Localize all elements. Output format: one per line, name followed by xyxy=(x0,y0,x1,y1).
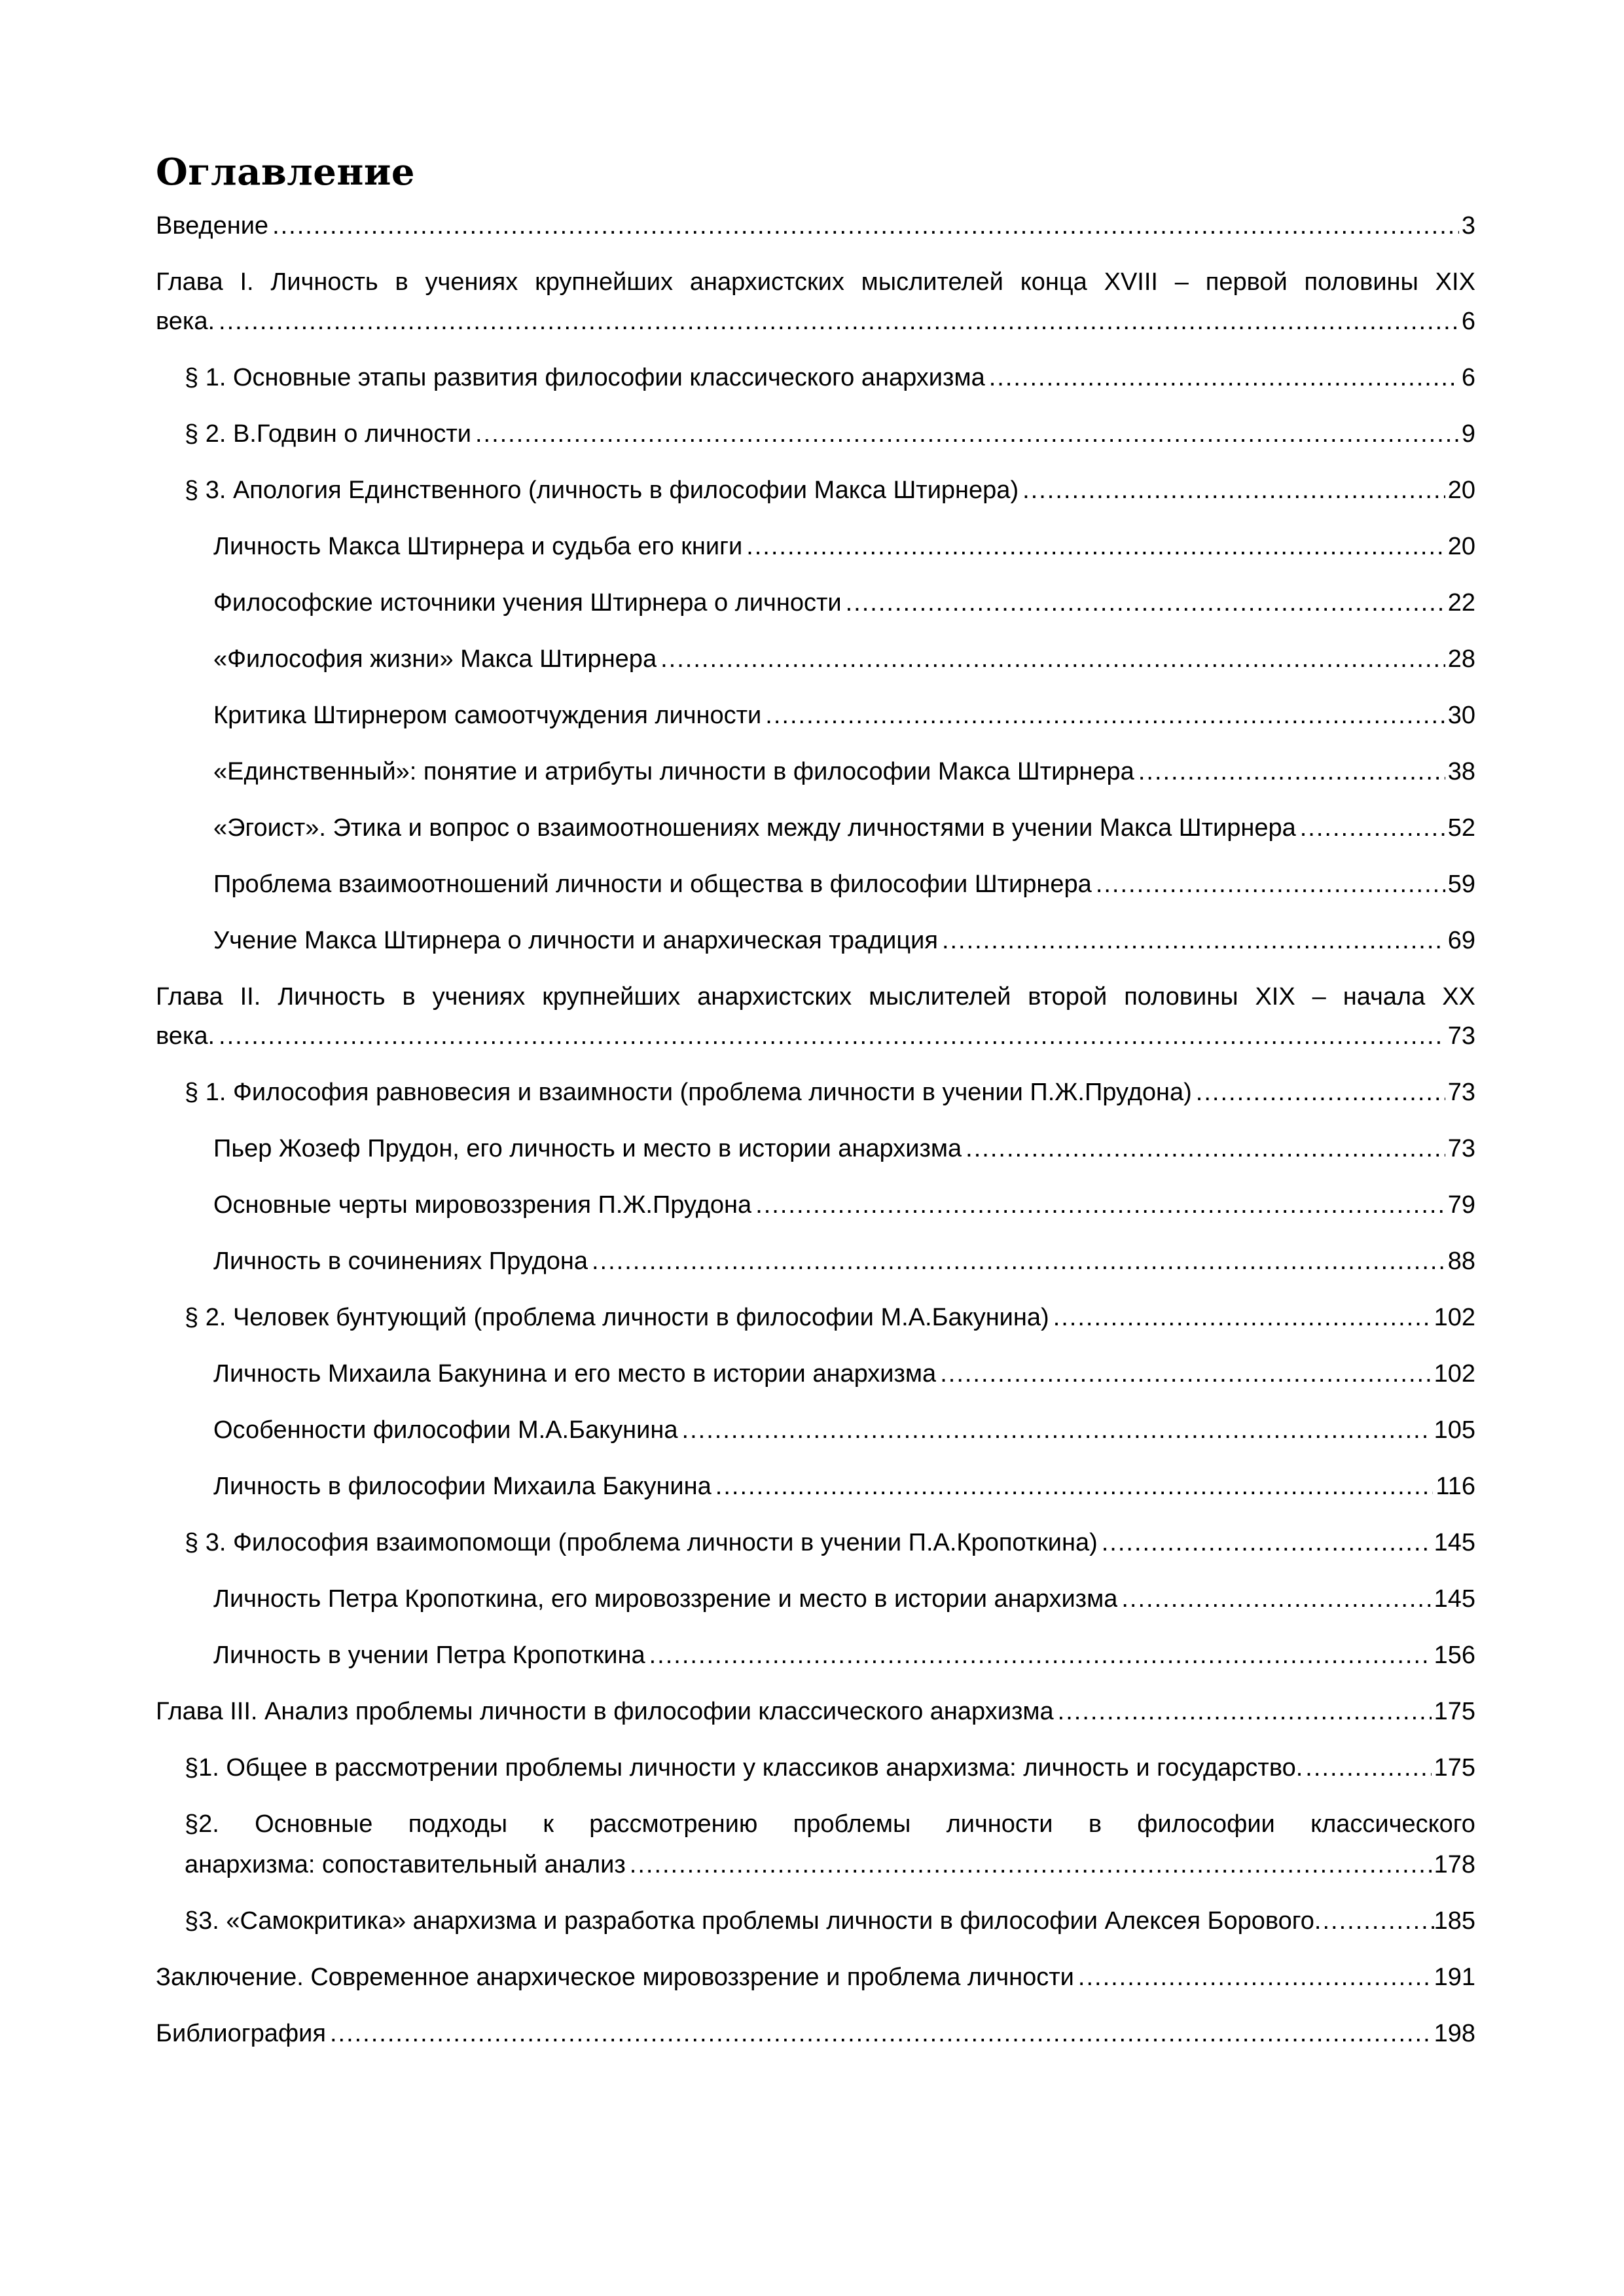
dot-leader xyxy=(475,419,1459,449)
toc-entry-text: Личность в сочинениях Прудона xyxy=(213,1247,588,1275)
toc-entry-text: Проблема взаимоотношений личности и общества в философии Штирнера xyxy=(213,870,1092,898)
dot-leader xyxy=(1102,1528,1432,1558)
toc-entry-page: 88 xyxy=(1447,1247,1475,1275)
toc-entry-2-3[interactable] xyxy=(185,1528,1475,1558)
dot-leader xyxy=(649,1640,1432,1670)
toc-entry-page: 9 xyxy=(1461,420,1475,448)
toc-entry-text: анархизма: сопоставительный анализ xyxy=(185,1851,626,1878)
dot-leader xyxy=(846,588,1445,618)
toc-entry-page: 105 xyxy=(1434,1416,1475,1444)
toc-entry-text: Пьер Жозеф Прудон, его личность и место в истории анархизма xyxy=(213,1135,962,1162)
toc-entry-chapter-1[interactable] xyxy=(156,306,1475,336)
toc-entry-2-2-c[interactable] xyxy=(213,1471,1475,1501)
dot-leader xyxy=(1300,813,1445,843)
dot-leader xyxy=(1078,1962,1432,1992)
dot-leader xyxy=(219,306,1459,336)
toc-entry-1-3-c[interactable] xyxy=(213,644,1475,674)
dot-leader xyxy=(630,1850,1432,1880)
toc-entry-2-1-b[interactable] xyxy=(213,1190,1475,1220)
toc-entry-page: 102 xyxy=(1434,1304,1475,1331)
toc-entry-1-3-f[interactable] xyxy=(213,813,1475,843)
toc-entry-page: 20 xyxy=(1447,476,1475,504)
dot-leader xyxy=(219,1021,1445,1051)
toc-entry-text: §3. «Самокритика» анархизма и разработка проблемы личности в философии Алексея Борового xyxy=(185,1907,1314,1935)
dot-leader xyxy=(1121,1584,1431,1614)
toc-entry-1-3-h[interactable] xyxy=(213,925,1475,956)
toc-entry-text: Основные черты мировоззрения П.Ж.Прудона xyxy=(213,1191,752,1219)
toc-entry-1-3-d[interactable] xyxy=(213,700,1475,730)
toc-entry-page: 145 xyxy=(1434,1529,1475,1556)
dot-leader xyxy=(942,925,1445,956)
toc-entry-1-3-b[interactable] xyxy=(213,588,1475,618)
dot-leader xyxy=(1196,1077,1445,1107)
toc-entry-chapter-3[interactable] xyxy=(156,1696,1475,1727)
toc-entry-text: § 3. Апология Единственного (личность в философии Макса Штирнера) xyxy=(185,476,1019,504)
dot-leader xyxy=(715,1471,1434,1501)
toc-entry-1-2[interactable] xyxy=(185,419,1475,449)
toc-entry-page: 145 xyxy=(1434,1585,1475,1613)
dot-leader xyxy=(592,1246,1445,1276)
toc-entry-page: 6 xyxy=(1461,308,1475,335)
toc-entry-page: 38 xyxy=(1447,758,1475,785)
dot-leader xyxy=(660,644,1445,674)
toc-entry-page: 116 xyxy=(1435,1473,1475,1500)
toc-entry-text: §1. Общее в рассмотрении проблемы личности у классиков анархизма: личность и государство. xyxy=(185,1754,1303,1782)
toc-entry-2-2[interactable] xyxy=(185,1302,1475,1333)
toc-entry-3-3[interactable] xyxy=(185,1906,1475,1936)
toc-entry-chapter-2[interactable] xyxy=(156,1021,1475,1051)
toc-entry-text: Глава III. Анализ проблемы личности в философии классического анархизма xyxy=(156,1698,1054,1725)
toc-entry-text: Библиография xyxy=(156,2020,326,2047)
dot-leader xyxy=(272,211,1459,241)
dot-leader xyxy=(746,531,1445,562)
dot-leader xyxy=(1022,475,1445,505)
toc-entry-1-3-e[interactable] xyxy=(213,757,1475,787)
toc-entry-page: 6 xyxy=(1461,364,1475,391)
toc-entry-text: § 1. Основные этапы развития философии классического анархизма xyxy=(185,364,985,391)
toc-entry-page: 69 xyxy=(1447,927,1475,954)
dot-leader xyxy=(1058,1696,1432,1727)
toc-entry-text: «Философия жизни» Макса Штирнера xyxy=(213,645,657,673)
dot-leader xyxy=(755,1190,1445,1220)
toc-entry-1-3[interactable] xyxy=(185,475,1475,505)
toc-entry-chapter-1-line1[interactable] xyxy=(156,267,1475,297)
toc-entry-text: § 1. Философия равновесия и взаимности (проблема личности в учении П.Ж.Прудона) xyxy=(185,1079,1192,1106)
toc-entry-text: Личность в философии Михаила Бакунина xyxy=(213,1473,712,1500)
toc-entry-text: века. xyxy=(156,1022,215,1050)
toc-entry-introduction[interactable] xyxy=(156,211,1475,241)
dot-leader xyxy=(940,1359,1431,1389)
toc-entry-page: 73 xyxy=(1447,1135,1475,1162)
toc-entry-2-1-a[interactable] xyxy=(213,1134,1475,1164)
toc-entry-text-line1: Глава I. Личность в учениях крупнейших анархистских мыслителей конца XVIII – первой половины XIX xyxy=(156,268,1475,296)
toc-entry-page: 79 xyxy=(1447,1191,1475,1219)
dot-leader xyxy=(965,1134,1445,1164)
toc-entry-text: Личность Петра Кропоткина, его мировоззрение и место в истории анархизма xyxy=(213,1585,1118,1613)
toc-entry-page: 156 xyxy=(1434,1641,1475,1669)
dot-leader xyxy=(1138,757,1445,787)
dot-leader xyxy=(1096,869,1445,899)
toc-entry-page: 22 xyxy=(1447,589,1475,617)
toc-entry-text: Особенности философии М.А.Бакунина xyxy=(213,1416,678,1444)
toc-entry-3-2[interactable] xyxy=(185,1850,1475,1880)
toc-entry-3-2-line1[interactable] xyxy=(185,1809,1475,1839)
toc-title: Оглавление xyxy=(156,151,416,194)
toc-entry-text: Критика Штирнером самоотчуждения личности xyxy=(213,702,762,729)
toc-entry-text: «Единственный»: понятие и атрибуты личности в философии Макса Штирнера xyxy=(213,758,1134,785)
toc-entry-2-3-a[interactable] xyxy=(213,1584,1475,1614)
toc-entry-text: § 2. Человек бунтующий (проблема личности в философии М.А.Бакунина) xyxy=(185,1304,1049,1331)
dot-leader xyxy=(330,2018,1432,2049)
toc-entry-text-line1: §2. Основные подходы к рассмотрению проблемы личности в философии классического xyxy=(185,1810,1475,1838)
toc-entry-2-1-c[interactable] xyxy=(213,1246,1475,1276)
toc-entry-page: 191 xyxy=(1434,1964,1475,1991)
toc-entry-bibliography[interactable] xyxy=(156,2018,1475,2049)
dot-leader xyxy=(1314,1906,1434,1936)
toc-entry-page: 73 xyxy=(1447,1022,1475,1050)
toc-entry-1-3-a[interactable] xyxy=(213,531,1475,562)
toc-entry-page: 178 xyxy=(1434,1851,1475,1878)
dot-leader xyxy=(682,1415,1432,1445)
toc-entry-1-3-g[interactable] xyxy=(213,869,1475,899)
toc-entry-text: Учение Макса Штирнера о личности и анархическая традиция xyxy=(213,927,938,954)
toc-entry-page: 28 xyxy=(1447,645,1475,673)
toc-entry-page: 175 xyxy=(1434,1698,1475,1725)
toc-entry-text: Личность Макса Штирнера и судьба его книги xyxy=(213,533,743,560)
toc-entry-page: 198 xyxy=(1434,2020,1475,2047)
toc-entry-page: 3 xyxy=(1461,212,1475,240)
toc-entry-conclusion[interactable] xyxy=(156,1962,1475,1992)
toc-entry-text: Философские источники учения Штирнера о личности xyxy=(213,589,842,617)
toc-entry-text: Личность в учении Петра Кропоткина xyxy=(213,1641,645,1669)
toc-entry-text: § 3. Философия взаимопомощи (проблема личности в учении П.А.Кропоткина) xyxy=(185,1529,1098,1556)
toc-entry-1-1[interactable] xyxy=(185,363,1475,393)
dot-leader xyxy=(1305,1753,1431,1783)
toc-entry-3-1[interactable] xyxy=(185,1753,1475,1783)
toc-entry-text: Личность Михаила Бакунина и его место в истории анархизма xyxy=(213,1360,937,1388)
toc-entry-page: 59 xyxy=(1447,870,1475,898)
dot-leader xyxy=(989,363,1459,393)
toc-entry-chapter-2-line1[interactable] xyxy=(156,982,1475,1012)
toc-entry-2-2-a[interactable] xyxy=(213,1359,1475,1389)
toc-entry-text: «Эгоист». Этика и вопрос о взаимоотношениях между личностями в учении Макса Штирнера xyxy=(213,814,1296,842)
toc-entry-2-2-b[interactable] xyxy=(213,1415,1475,1445)
dot-leader xyxy=(765,700,1445,730)
toc-entry-page: 30 xyxy=(1447,702,1475,729)
toc-entry-2-1[interactable] xyxy=(185,1077,1475,1107)
toc-entry-2-3-b[interactable] xyxy=(213,1640,1475,1670)
toc-entry-page: 52 xyxy=(1447,814,1475,842)
dot-leader xyxy=(1053,1302,1432,1333)
toc-entry-text-line1: Глава II. Личность в учениях крупнейших анархистских мыслителей второй половины XIX – начала XX xyxy=(156,983,1475,1011)
toc-entry-page: 185 xyxy=(1434,1907,1475,1935)
toc-entry-page: 73 xyxy=(1447,1079,1475,1106)
toc-entry-text: § 2. В.Годвин о личности xyxy=(185,420,471,448)
toc-entry-text: Заключение. Современное анархическое мировоззрение и проблема личности xyxy=(156,1964,1074,1991)
toc-entry-page: 175 xyxy=(1434,1754,1475,1782)
toc-entry-page: 20 xyxy=(1447,533,1475,560)
toc-entry-page: 102 xyxy=(1434,1360,1475,1388)
toc-entry-text: века. xyxy=(156,308,215,335)
toc-entry-text: Введение xyxy=(156,212,269,240)
